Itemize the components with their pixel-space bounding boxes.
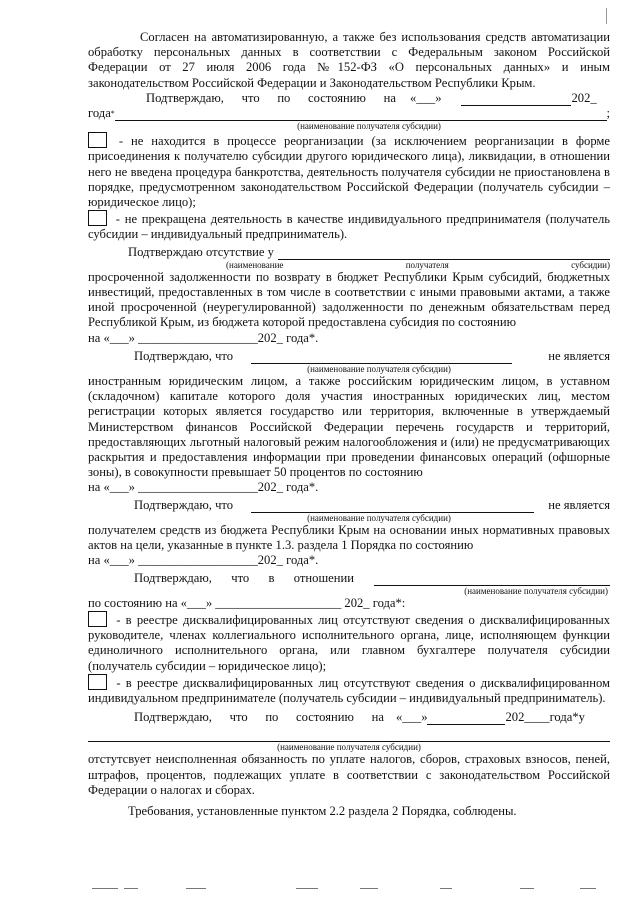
consent-line: Согласен на автоматизированную, а также без использования средств автоматизации [140, 30, 610, 44]
consent-line: законодательством Российской Федерации и Законодательством Республики Крым. [88, 75, 536, 90]
lead-text: Подтверждаю отсутствие у [128, 244, 274, 259]
word: состоянию [296, 710, 354, 725]
checkbox-item-disqualified-ul [88, 611, 610, 674]
field-caption: (наименование получателя субсидии) [277, 742, 421, 753]
confirm-block-3 [88, 349, 610, 496]
recipient-name-field[interactable] [251, 500, 534, 513]
confirm-block-6 [88, 710, 610, 798]
block-text: отстутсвует неисполненная обязанность по уплате налогов, сборов, страховых взносов, пеней, штрафов, процентов, подлежащих уплате в соответствии с законодательством Российской Федерации о налогах и сборах. [88, 752, 610, 797]
checkbox[interactable] [88, 611, 107, 627]
word: Подтверждаю, [146, 90, 224, 105]
word: что [231, 570, 250, 585]
year-field: 202____года*у [505, 710, 585, 725]
word: состоянию [308, 90, 366, 105]
footer-dash [124, 888, 138, 889]
field-caption: субсидии) [571, 259, 610, 270]
consent-document [88, 28, 610, 819]
year-field: 202_ [571, 90, 597, 105]
checkbox-text: - не находится в процессе реорганизации (за исключением реорганизации в форме присоединения к получателю субсидии другого юридического лица), ликвидации, в отношении него не введена процедура банкротства, деятельность получателя субсидии не приостановлена в порядке, предусмотренном законодательством Российской Федерации (получатель субсидии – юридическое лицо); [88, 134, 610, 210]
recipient-name-field[interactable] [278, 247, 610, 260]
footer-dash [580, 888, 596, 889]
field-caption: (наименование получателя субсидии) [307, 512, 451, 523]
footer-dash [520, 888, 534, 889]
word: по [277, 90, 291, 105]
word: Подтверждаю, [134, 570, 212, 585]
checkbox-item-activity [88, 210, 610, 242]
field-caption: (наименование получателя субсидии) [297, 121, 441, 132]
footer-dash [296, 888, 318, 889]
recipient-name-field[interactable] [115, 108, 607, 121]
checkbox[interactable] [88, 210, 107, 226]
asterisk: * [110, 109, 115, 119]
tail-text: не является [548, 348, 610, 363]
field-caption: (наименование получателя субсидии) [307, 364, 451, 375]
checkbox-item-reorganization [88, 132, 610, 210]
confirm-block-4 [88, 498, 610, 569]
word: по [265, 710, 279, 725]
confirm-block-2 [88, 245, 610, 346]
block-text: получателем средств из бюджета Республики Крым на основании иных нормативных правовых актов на цели, указанные в пункте 1.3. раздела 1 Порядка по состоянию [88, 522, 610, 553]
confirm-block-1 [88, 91, 610, 131]
block-text: иностранным юридическим лицом, а также российским юридическим лицом, в уставном (складочном) капитале которого доля участия иностранных юридических лиц, местом регистрации которых является государство или территория, включенные в утверждаемый Министерством финансов Российской Федерации перечень государств и территорий, предоставляющих льготный налоговый режим налогообложения и (или) не предусматривающих раскрытия и предоставления информации при проведении финансовых операций (офшорные зоны), в совокупности превышает 50 процентов по состоянию [88, 374, 610, 480]
recipient-name-field[interactable] [374, 573, 610, 586]
footer-dash [186, 888, 206, 889]
footer-dash [92, 888, 118, 889]
checkbox-item-disqualified-ip [88, 674, 610, 706]
month-field[interactable] [461, 93, 571, 106]
checkbox[interactable] [88, 674, 107, 690]
word: отношении [293, 570, 354, 585]
word: на [371, 710, 384, 725]
word: что [241, 90, 260, 105]
word: Подтверждаю, [134, 710, 212, 725]
checkbox-text: - не прекращена деятельность в качестве индивидуального предпринимателя (получатель субсидии – индивидуальный предприниматель). [88, 212, 610, 242]
lead-text: Подтверждаю, что [134, 348, 234, 363]
word: на [383, 90, 396, 105]
year-word: года [88, 106, 111, 121]
date-line: на «___» ___________________202_ года*. [88, 330, 319, 345]
final-statement: Требования, установленные пунктом 2.2 раздела 2 Порядка, соблюдены. [128, 803, 517, 818]
semicolon: ; [606, 106, 610, 121]
checkbox[interactable] [88, 132, 107, 148]
block-text: просроченной задолженности по возврату в бюджет Республики Крым субсидий, бюджетных инвестиций, предоставленных в том числе в соответствии с иными правовыми актами, а также иной просроченной (неурегулированной) задолженности по денежным обязательствам перед Республикой Крым, из бюджета которой предоставлена субсидия по состоянию [88, 269, 610, 330]
confirm-block-5 [88, 571, 610, 611]
checkbox-text: - в реестре дисквалифицированных лиц отсутствуют сведения о дисквалифицированных руководителе, членах коллегиального исполнительного органа, лице, исполняющем функции единоличного исполнительного органа, или главном бухгалтере получателя субсидии (получатель субсидии – юридическое лицо); [88, 612, 610, 673]
field-caption: (наименование получателя субсидии) [464, 585, 608, 596]
recipient-name-field[interactable] [251, 351, 512, 364]
field-caption: (наименование [226, 259, 284, 270]
word: в [268, 570, 275, 585]
footer-dash [440, 888, 452, 889]
consent-paragraph [88, 30, 610, 91]
checkbox-text: - в реестре дисквалифицированных лиц отсутствуют сведения о дисквалифицированном индивидуальном предпринимателе (получатель субсидии – индивидуальный предприниматель). [88, 675, 610, 705]
date-field[interactable]: «___» [410, 90, 442, 105]
lead-text: Подтверждаю, что [134, 497, 234, 512]
consent-line: обработку персональных данных в соответствии с Федеральным законом Российской [88, 45, 610, 60]
consent-line: Федерации от 27 июля 2006 года №152-ФЗ «О персональных данных» и иным [88, 60, 610, 75]
tail-text: не является [548, 497, 610, 512]
margin-tick [606, 8, 607, 24]
date-line: по состоянию на «___» ____________________ 202_ года*: [88, 595, 406, 610]
footer-dash [360, 888, 378, 889]
date-field[interactable]: «___» [396, 710, 428, 725]
recipient-name-field[interactable] [88, 729, 610, 742]
word: что [229, 710, 248, 725]
date-line: на «___» ___________________202_ года*. [88, 553, 319, 568]
field-caption: получателя [405, 259, 449, 270]
month-field[interactable] [427, 712, 505, 725]
date-line: на «___» ___________________202_ года*. [88, 480, 319, 495]
